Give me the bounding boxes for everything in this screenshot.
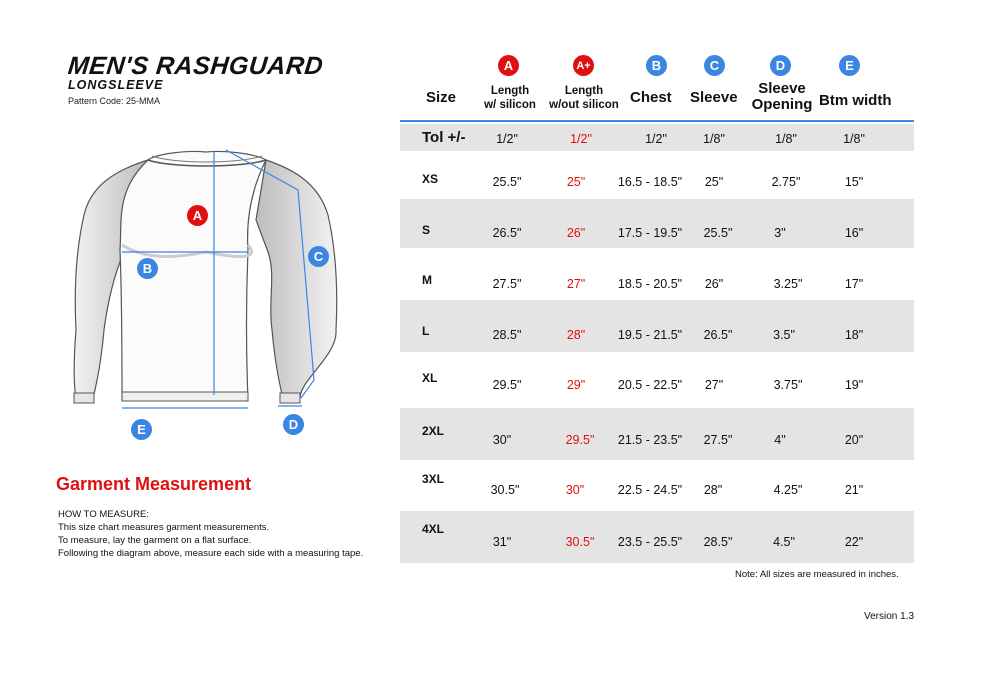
size-label: M [422, 273, 432, 287]
how-to-measure [58, 508, 363, 560]
column-header-btm-width: Btm width [819, 92, 892, 109]
size-label: 4XL [422, 522, 445, 536]
cell-sleeve-opening: 2.75" [771, 175, 801, 189]
footer-note: Note: All sizes are measured in inches. [735, 569, 899, 580]
version-label: Version 1.3 [864, 611, 915, 622]
cell-chest: 23.5 - 25.5" [617, 535, 683, 549]
column-header-chest: Chest [630, 89, 672, 106]
tolerance-value: 1/2" [645, 132, 667, 146]
left-cuff [74, 393, 94, 403]
cell-sleeve-opening: 4" [774, 433, 786, 447]
table-row [400, 408, 914, 460]
column-header-length-with-silicon: Length w/ silicon [484, 85, 536, 111]
tolerance-label: Tol +/- [422, 129, 466, 146]
cell-btm-width: 17" [844, 277, 864, 291]
marker-d: D [283, 414, 304, 435]
cell-chest: 18.5 - 20.5" [617, 277, 683, 291]
cell-length-without-silicon: 29.5" [565, 433, 595, 447]
size-label: 2XL [422, 424, 445, 438]
cell-length-with-silicon: 31" [492, 535, 512, 549]
how-to-line: This size chart measures garment measurements. [58, 522, 270, 533]
tolerance-value: 1/8" [703, 132, 725, 146]
cell-sleeve: 28" [703, 483, 723, 497]
hem [122, 392, 248, 401]
marker-b: B [137, 258, 158, 279]
cell-sleeve-opening: 3.75" [773, 378, 803, 392]
cell-sleeve-opening: 3.5" [773, 328, 795, 342]
cell-btm-width: 21" [844, 483, 864, 497]
table-row [400, 151, 914, 199]
size-label: XL [422, 371, 438, 385]
cell-sleeve: 25.5" [703, 226, 733, 240]
cell-length-without-silicon: 30.5" [565, 535, 595, 549]
cell-chest: 20.5 - 22.5" [617, 378, 683, 392]
tolerance-value: 1/2" [570, 132, 592, 146]
cell-length-with-silicon: 30.5" [490, 483, 520, 497]
cell-length-with-silicon: 30" [492, 433, 512, 447]
column-badge-c: C [704, 55, 725, 76]
column-badge-a-plus: A+ [573, 55, 594, 76]
table-row [400, 460, 914, 511]
marker-a: A [187, 205, 208, 226]
cell-length-without-silicon: 30" [565, 483, 585, 497]
cell-chest: 22.5 - 24.5" [617, 483, 683, 497]
table-row [400, 248, 914, 300]
column-badge-d: D [770, 55, 791, 76]
column-header-sleeve-opening: Sleeve Opening [751, 80, 813, 113]
size-column-header: Size [426, 89, 457, 106]
table-row [400, 300, 914, 352]
how-to-line: To measure, lay the garment on a flat surface. [58, 535, 252, 546]
marker-c: C [308, 246, 329, 267]
tolerance-value: 1/8" [775, 132, 797, 146]
cell-sleeve-opening: 3" [774, 226, 786, 240]
cell-sleeve: 27" [704, 378, 724, 392]
size-label: L [422, 324, 430, 338]
cell-length-without-silicon: 26" [566, 226, 586, 240]
cell-sleeve: 26.5" [703, 328, 733, 342]
cell-sleeve-opening: 3.25" [773, 277, 803, 291]
right-cuff [280, 393, 300, 403]
cell-length-without-silicon: 28" [566, 328, 586, 342]
garment-diagram [56, 140, 356, 445]
cell-btm-width: 22" [844, 535, 864, 549]
cell-sleeve-opening: 4.5" [773, 535, 795, 549]
cell-btm-width: 20" [844, 433, 864, 447]
cell-length-with-silicon: 26.5" [492, 226, 522, 240]
cell-length-with-silicon: 29.5" [492, 378, 522, 392]
pattern-code: Pattern Code: 25-MMA [68, 96, 161, 106]
column-header-sleeve: Sleeve [690, 89, 738, 106]
cell-chest: 17.5 - 19.5" [617, 226, 683, 240]
cell-length-without-silicon: 29" [566, 378, 586, 392]
header-divider [400, 120, 914, 122]
size-label: 3XL [422, 472, 445, 486]
page-subtitle: LONGSLEEVE [68, 78, 164, 92]
cell-chest: 21.5 - 23.5" [617, 433, 683, 447]
column-header-length-without-silicon: Length w/out silicon [549, 85, 619, 111]
column-badge-a: A [498, 55, 519, 76]
table-row [400, 511, 914, 563]
table-row [400, 199, 914, 248]
cell-length-without-silicon: 27" [566, 277, 586, 291]
cell-sleeve: 26" [704, 277, 724, 291]
right-sleeve [256, 160, 337, 402]
column-badge-b: B [646, 55, 667, 76]
cell-btm-width: 18" [844, 328, 864, 342]
tolerance-value: 1/8" [843, 132, 865, 146]
cell-length-with-silicon: 28.5" [492, 328, 522, 342]
cell-sleeve-opening: 4.25" [773, 483, 803, 497]
column-badge-e: E [839, 55, 860, 76]
how-to-line: HOW TO MEASURE: [58, 509, 149, 520]
cell-btm-width: 15" [844, 175, 864, 189]
cell-sleeve: 28.5" [703, 535, 733, 549]
garment-measurement-heading: Garment Measurement [56, 474, 252, 494]
page-title: MEN'S RASHGUARD [66, 52, 325, 80]
cell-length-with-silicon: 27.5" [492, 277, 522, 291]
cell-sleeve: 25" [704, 175, 724, 189]
cell-btm-width: 16" [844, 226, 864, 240]
cell-length-without-silicon: 25" [566, 175, 586, 189]
cell-length-with-silicon: 25.5" [492, 175, 522, 189]
how-to-line: Following the diagram above, measure each side with a measuring tape. [58, 548, 364, 559]
tolerance-row [400, 124, 914, 151]
size-label: S [422, 223, 431, 237]
cell-btm-width: 19" [844, 378, 864, 392]
cell-sleeve: 27.5" [703, 433, 733, 447]
size-label: XS [422, 172, 439, 186]
tolerance-value: 1/2" [496, 132, 518, 146]
cell-chest: 19.5 - 21.5" [617, 328, 683, 342]
cell-chest: 16.5 - 18.5" [617, 175, 683, 189]
table-row [400, 352, 914, 408]
marker-e: E [131, 419, 152, 440]
